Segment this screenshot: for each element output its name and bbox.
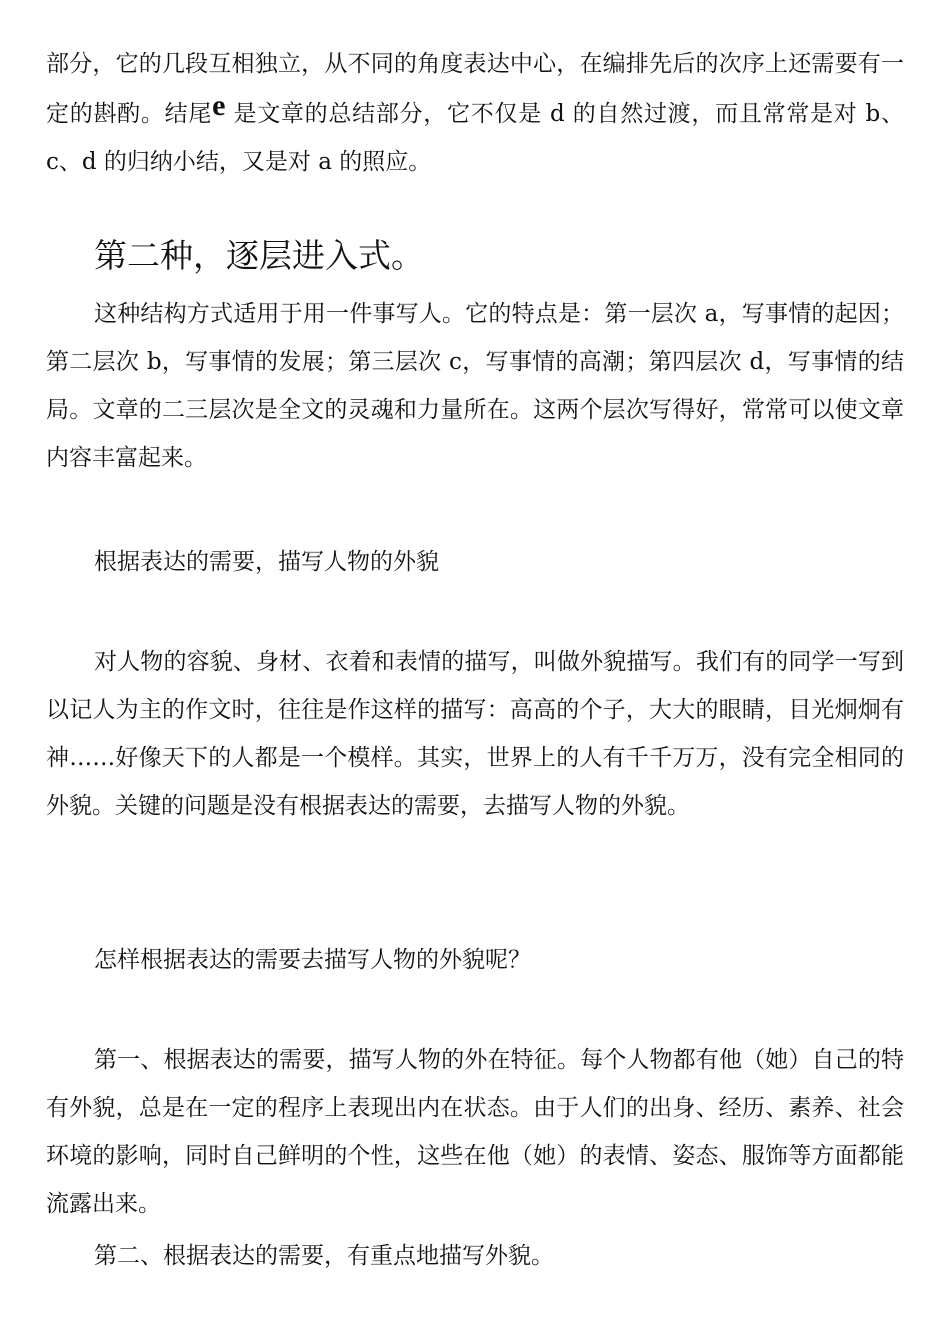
paragraph-progressive-structure: 这种结构方式适用于用一件事写人。它的特点是：第一层次 a，写事情的起因；第二层次 b，写事情的发展；第三层次 c，写事情的高潮；第四层次 d，写事情的结局。文章的二三层次是全文的灵魂和力量所在。这两个层次写得好，常常可以使文章内容丰富起来。 bbox=[46, 301, 904, 471]
paragraph-subheading-appearance: 根据表达的需要，描写人物的外貌 bbox=[94, 549, 439, 575]
paragraph-first-point: 第一、根据表达的需要，描写人物的外在特征。每个人物都有他（她）自己的特有外貌，总是在一定的程序上表现出内在状态。由于人们的出身、经历、素养、社会环境的影响，同时自己鲜明的个性，这些在他（她）的表情、姿态、服饰等方面都能流露出来。 bbox=[46, 1047, 904, 1217]
section-heading-progressive: 第二种，逐层进入式。 bbox=[94, 236, 424, 275]
paragraph-question: 怎样根据表达的需要去描写人物的外貌呢？ bbox=[94, 947, 531, 973]
letter-e: e bbox=[212, 89, 226, 122]
paragraph-second-point: 第二、根据表达的需要，有重点地描写外貌。 bbox=[94, 1243, 554, 1269]
paragraph-appearance-description: 对人物的容貌、身材、衣着和表情的描写，叫做外貌描写。我们有的同学一写到以记人为主的作文时，往往是作这样的描写：高高的个子，大大的眼睛，目光炯炯有神……好像天下的人都是一个模样。其实，世界上的人有千千万万，没有完全相同的外貌。关键的问题是没有根据表达的需要，去描写人物的外貌。 bbox=[46, 649, 904, 819]
paragraph-ending-text-b: 是文章的总结部分，它不仅是 d 的自然过渡，而且常常是对 b、c、d 的归纳小结，又是对 a 的照应。 bbox=[46, 101, 904, 175]
paragraph-ending-text-a: 部分，它的几段互相独立，从不同的角度表达中心，在编排先后的次序上还需要有一定的斟酌。结尾 bbox=[46, 51, 904, 127]
paragraph-ending-summary bbox=[46, 40, 904, 186]
